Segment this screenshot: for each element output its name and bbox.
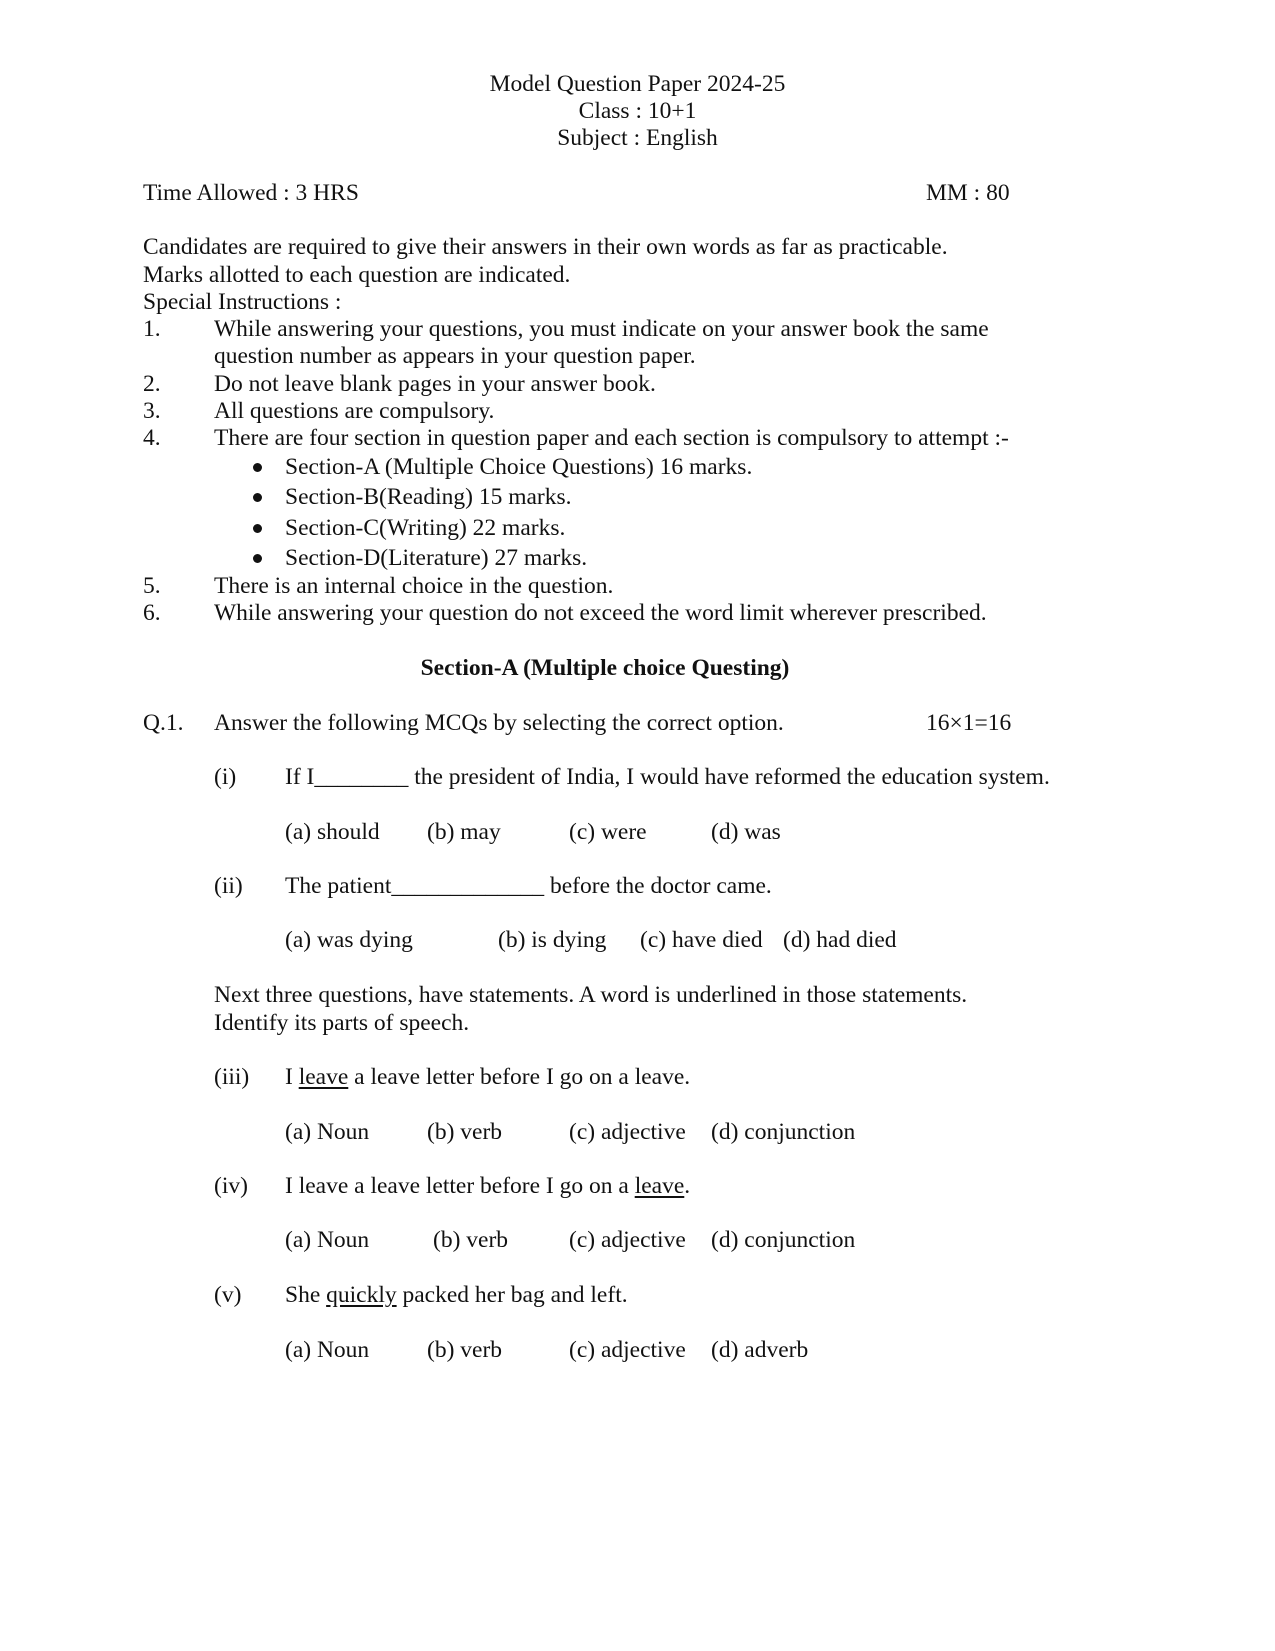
- option-c: (c) adjective: [569, 1337, 686, 1363]
- instruction-text-cont: question number as appears in your question paper.: [214, 343, 696, 369]
- option-b: (b) verb: [433, 1227, 509, 1253]
- sub-question-number: (v): [214, 1282, 242, 1308]
- sub-question-number: (ii): [214, 873, 243, 899]
- option-d: (d) was: [711, 819, 781, 845]
- sub-question-number: (iii): [214, 1064, 250, 1090]
- instruction-text: While answering your question do not exceed the word limit wherever prescribed.: [214, 600, 987, 626]
- sub-question-text: If I________ the president of India, I would have reformed the education system.: [285, 764, 1050, 790]
- sub-question-text: [285, 1281, 628, 1309]
- note-line-2: Identify its parts of speech.: [214, 1010, 470, 1036]
- bullet-icon: [253, 493, 262, 502]
- question-marks: 16×1=16: [926, 710, 1012, 736]
- sub-question-number: (iv): [214, 1173, 248, 1199]
- sentence-part: I: [285, 1064, 299, 1090]
- option-c: (c) adjective: [569, 1227, 686, 1253]
- instruction-text: Do not leave blank pages in your answer book.: [214, 371, 656, 397]
- bullet-icon: [253, 524, 262, 533]
- underlined-word: leave: [298, 1064, 349, 1090]
- option-d: (d) conjunction: [711, 1119, 856, 1145]
- section-list-item: Section-D(Literature) 27 marks.: [285, 545, 588, 571]
- section-list-item: Section-B(Reading) 15 marks.: [285, 484, 572, 510]
- sub-question-number: (i): [214, 764, 237, 790]
- option-c: (c) were: [569, 819, 647, 845]
- subject-line: Subject : English: [557, 125, 718, 151]
- question-text: Answer the following MCQs by selecting the correct option.: [214, 710, 784, 736]
- instruction-number: 5.: [143, 573, 161, 599]
- option-a: (a) Noun: [285, 1119, 370, 1145]
- instruction-text: There is an internal choice in the question.: [214, 573, 614, 599]
- sentence-part: She: [285, 1282, 327, 1308]
- instruction-text: There are four section in question paper and each section is compulsory to attempt :-: [214, 425, 1009, 451]
- instruction-text: All questions are compulsory.: [214, 398, 495, 424]
- sentence-part: a leave letter before I go on a leave.: [348, 1064, 691, 1090]
- general-line-2: Marks allotted to each question are indicated.: [143, 262, 571, 288]
- option-c: (c) adjective: [569, 1119, 686, 1145]
- instruction-text: While answering your questions, you must indicate on your answer book the same: [214, 316, 989, 342]
- instruction-number: 3.: [143, 398, 161, 424]
- sub-question-text: [285, 1063, 690, 1091]
- option-a: (a) Noun: [285, 1227, 370, 1253]
- instruction-number: 4.: [143, 425, 161, 451]
- sentence-part: I leave a leave letter before I go on a: [285, 1173, 635, 1199]
- option-a: (a) was dying: [285, 927, 413, 953]
- instruction-number: 1.: [143, 316, 161, 342]
- sub-question-text: [285, 1172, 690, 1200]
- option-b: (b) is dying: [498, 927, 607, 953]
- note-line-1: Next three questions, have statements. A word is underlined in those statements.: [214, 982, 968, 1008]
- option-b: (b) verb: [427, 1337, 503, 1363]
- option-d: (d) adverb: [711, 1337, 809, 1363]
- option-d: (d) conjunction: [711, 1227, 856, 1253]
- class-line: Class : 10+1: [578, 98, 697, 124]
- bullet-icon: [253, 463, 262, 472]
- sentence-part: packed her bag and left.: [396, 1282, 628, 1308]
- section-list-item: Section-C(Writing) 22 marks.: [285, 515, 566, 541]
- instruction-number: 6.: [143, 600, 161, 626]
- option-b: (b) verb: [427, 1119, 503, 1145]
- time-allowed: Time Allowed : 3 HRS: [143, 180, 359, 206]
- sentence-part: .: [684, 1173, 691, 1199]
- section-list-item: Section-A (Multiple Choice Questions) 16 marks.: [285, 454, 753, 480]
- underlined-word: leave: [634, 1173, 685, 1199]
- option-d: (d) had died: [783, 927, 897, 953]
- bullet-icon: [253, 554, 262, 563]
- paper-title: Model Question Paper 2024-25: [489, 71, 786, 97]
- section-a-heading: Section-A (Multiple choice Questing): [420, 655, 790, 681]
- option-b: (b) may: [427, 819, 501, 845]
- special-instructions-heading: Special Instructions :: [143, 289, 342, 315]
- instruction-number: 2.: [143, 371, 161, 397]
- option-a: (a) should: [285, 819, 380, 845]
- option-a: (a) Noun: [285, 1337, 370, 1363]
- sub-question-text: The patient_____________ before the doctor came.: [285, 873, 772, 899]
- option-c: (c) have died: [640, 927, 763, 953]
- underlined-word: quickly: [326, 1282, 397, 1308]
- max-marks: MM : 80: [926, 180, 1010, 206]
- general-line-1: Candidates are required to give their answers in their own words as far as practicable.: [143, 234, 948, 260]
- question-label: Q.1.: [143, 710, 184, 736]
